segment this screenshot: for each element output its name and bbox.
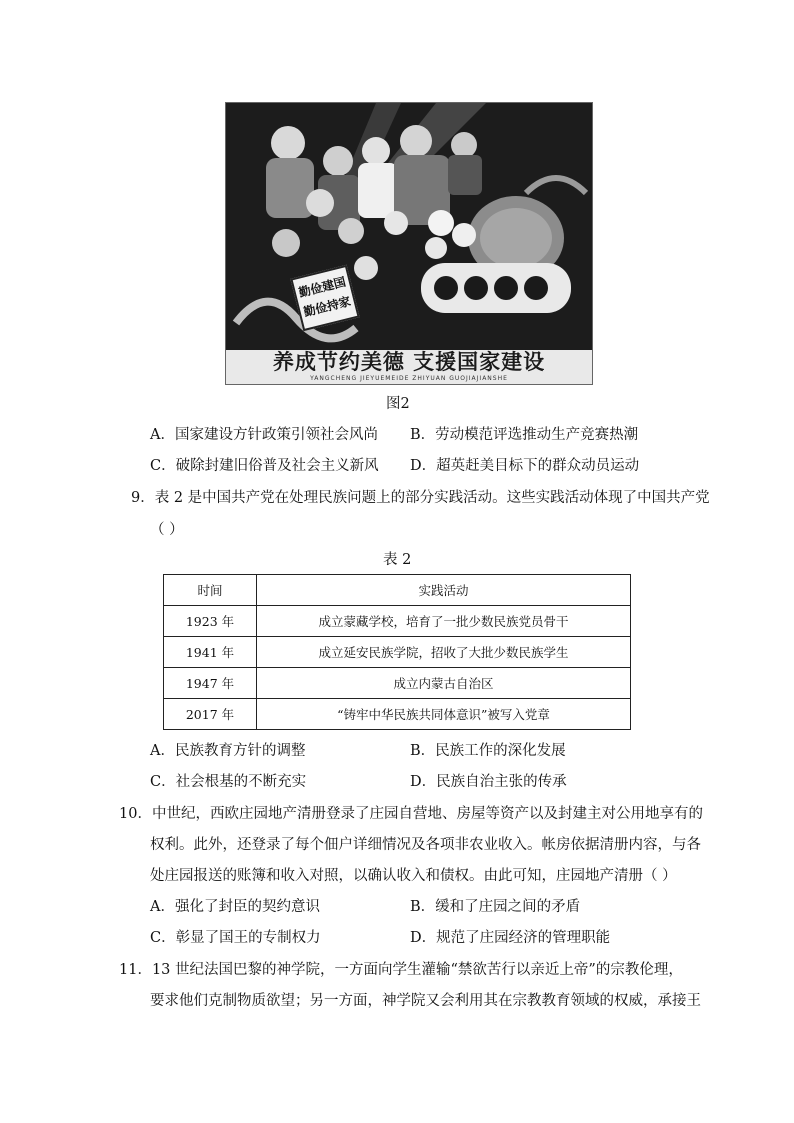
q10-stem-line1: 10．中世纪，西欧庄园地产清册登录了庄园自营地、房屋等资产以及封建主对公用地享有的 [119,806,703,822]
figure-label: 图2 [386,396,410,412]
q10-option-b[interactable]: B．缓和了庄园之间的矛盾 [410,899,581,915]
table-cell-year: 1941 年 [164,637,257,668]
table-cell-year: 2017 年 [164,699,257,730]
table-row [164,668,631,699]
q9-option-c[interactable]: C．社会根基的不断充实 [150,774,307,790]
q8-option-b[interactable]: B．劳动模范评选推动生产竞赛热潮 [410,427,639,443]
poster-caption: 养成节约美德 支援国家建设 [272,350,546,374]
table-label: 表 2 [383,552,412,568]
q10-stem-line3: 处庄园报送的账簿和收入对照，以确认收入和债权。由此可知，庄园地产清册（ ） [150,868,677,884]
table-cell-year: 1947 年 [164,668,257,699]
table-header-activity: 实践活动 [257,575,631,606]
table-cell-activity: 成立内蒙古自治区 [257,668,631,699]
poster-pinyin: YANGCHENG JIEYUEMEIDE ZHIYUAN GUOJIAJIANSHE [310,375,508,382]
table-header-row [164,575,631,606]
table-cell-activity: “铸牢中华民族共同体意识”被写入党章 [257,699,631,730]
table-row [164,699,631,730]
poster-artwork [226,103,592,350]
q11-stem-line2: 要求他们克制物质欲望；另一方面，神学院又会利用其在宗教教育领域的权威，承接王 [150,993,701,1009]
table-row [164,637,631,668]
q9-option-b[interactable]: B．民族工作的深化发展 [410,743,566,759]
q10-option-d[interactable]: D．规范了庄园经济的管理职能 [410,930,611,946]
poster-sign-line1: 勤俭建国 [297,274,348,300]
table-row [164,606,631,637]
q10-option-c[interactable]: C．彰显了国王的专制权力 [150,930,321,946]
q10-option-a[interactable]: A．强化了封臣的契约意识 [150,899,320,915]
q11-stem-line1: 11．13 世纪法国巴黎的神学院，一方面向学生灌输“禁欲苦行以亲近上帝”的宗教伦理， [119,962,683,978]
q8-option-d[interactable]: D．超英赶美目标下的群众动员运动 [410,458,640,474]
table-cell-activity: 成立蒙藏学校，培育了一批少数民族党员骨干 [257,606,631,637]
table-cell-year: 1923 年 [164,606,257,637]
q9-answer-blank: （ ） [150,522,184,538]
table-cell-activity: 成立延安民族学院，招收了大批少数民族学生 [257,637,631,668]
poster-image [225,102,593,385]
q9-option-d[interactable]: D．民族自治主张的传承 [410,774,567,790]
q9-option-a[interactable]: A．民族教育方针的调整 [150,743,306,759]
poster-sign-line2: 勤俭持家 [302,294,353,320]
q10-stem-line2: 权利。此外，还登录了每个佃户详细情况及各项非农业收入。帐房依据清册内容，与各 [150,837,701,853]
q8-option-c[interactable]: C．破除封建旧俗普及社会主义新风 [150,458,379,474]
q9-stem-line1: 9．表 2 是中国共产党在处理民族问题上的部分实践活动。这些实践活动体现了中国共产党 [131,490,710,506]
q8-option-a[interactable]: A．国家建设方针政策引领社会风尚 [150,427,378,443]
table-header-time: 时间 [164,575,257,606]
practice-table [163,574,631,730]
